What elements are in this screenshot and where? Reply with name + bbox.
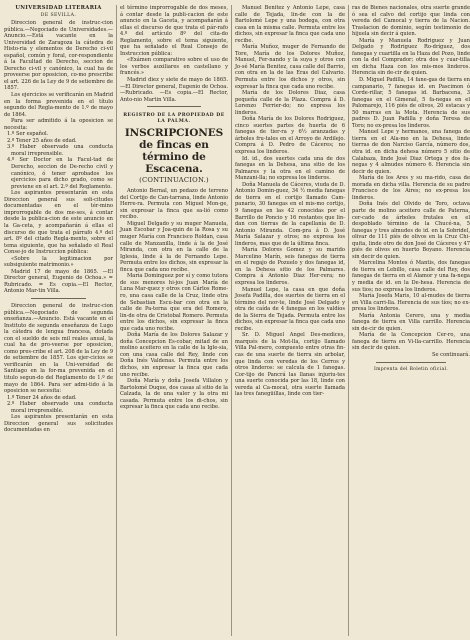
paragraph: María de los Dolores Diaz, casa pequeña calle de la Plaza. Compra á D. Lorenzo Ferrier-do; no expresa los linderos. xyxy=(235,90,345,116)
section-label: REGISTRO DE LA PROPIEDAD DE LA PALMA. xyxy=(123,113,225,125)
paragraph: Doña María y doña Josefa Villalon y Bartolomé Duque, dos casas al sitio de la Calzada, la de una valer y la otra mi casada. Permuta entre los di-chos, sin expresar la finca que cada uno recibe. xyxy=(120,378,228,411)
paragraph: «Sobre la legitimacion por subsiguiente matrimonio.» xyxy=(4,255,113,269)
paragraph: Doña María de los Dolores Salazar y doña Concepcion Es-cobar, mitad de un molino aceitero en la calle de la Igle-sia, con una casa calle del Rey, linde con Doña Inés Valdenas. Permuta entre los dichos, sin expresar la finca que cada uno recibe. xyxy=(120,332,228,378)
continuation-note: Se continuará. xyxy=(431,351,470,358)
paragraph: Id. id., dos suertes cada una de dos fanegas en la Dehesa, una sitio de los Palmares y la otra en el camino de Manzani-lla; no expresa los linderos. xyxy=(235,155,345,182)
paragraph: Miguel Delgado y su muger Manuela, Juan Escobar y Joa-quin de la Rosa y su muger María con Francisco Roldan, casa calle de Manzanilla, linde á la de José Miranda, con otra en la calle de la Iglesia, linde á la de Fernando Lepe. Permuta entre los dichos, sin expresar la finca que cada uno recibe. xyxy=(120,220,228,273)
paragraph: Doña María de los Dolores Rodriguez, cinco suertes partes de huerta de 6 fanegas de tier-ra y 6½ aranzadas y árboles fru-tales en el Arroyo de Ardilejo. Compra á D. Pedro de Cáceres; no expresa los linderos. xyxy=(235,116,345,156)
paragraph: Direccion general de instruc-cion pública.—Negociado de Universidades.—Anuncio.—Está vacante en la Universidad de Zaragoza la cátedra de Histo-ria y elementos de Derecho ci-vil español, común y foral, cor-respondiente á la Facultad de Derecho, seccion de Derecho ci-vil y canónico, la cual ha de proveerse por oposicion, co-mo prescribe el art. 226 de la Ley de 9 de setiembre de 1857. xyxy=(4,20,113,92)
requirement-item: 4.º Ser Doctor en la Facul-tad de Derecho, seccion de De-recho civil y canónico, ó tener aprobados los ejercicios para dicho grado, como se previene en el art. 2.º del Reglamento. xyxy=(7,157,113,190)
paragraph: Los aspirantes presentarán en esta Direccion general sus solicitudes documentadas en xyxy=(4,414,113,434)
continuation-label: (CONTINUACION.) xyxy=(139,176,209,185)
paragraph: Madrid diez y siete de mayo de 1865.—El Director general, Eugenio de Ochoa.—Rubricado. —Es copia.—El Rector, Anto-nio Martin Villa. xyxy=(120,77,228,103)
paragraph: Los aspirantes presentarán en esta Direccion general sus soli-citudes documentadas en el tér-mino improrrogable de dos me-ses, á contar desde la publica-cion de este anuncio en la Ga-ceta, y acompañarán á ellas el discurso de que trata el párrafo 4.º del art. 8º del citado Regla-mento, sobre el tema siguiente, que ha señalado el Real Conse-jo de Instruccion pública: xyxy=(4,190,113,256)
paragraph: Manuel Benitez y Antonio Lepe, casa calle de Tejada, lin-de con la de Bartolomé Lepe y una bodega, con otra casa en la misma calle. Permuta entre los dichos, sin expresar la finca que cada uno recibe. xyxy=(235,5,345,44)
paragraph: Para ser admitido á la oposicion se necesita: xyxy=(4,118,113,131)
paragraph: Madrid 17 de mayo de 1865. —El Director general, Eugenio de Ochoa.» = Rubricado. = Es copia.—El Rector, Antonio Mar-tin Villa. xyxy=(4,268,113,295)
paragraph: Direccion general de instruc-cion pública.—Negociado de segunda enseñanza.—Anuncio. Está vacante en el Instituto de segunda enseñanza de Lugo la cátedra de lengua francesa, dotada con el sueldo de seis mil reales anual, la cual ha de pro-veerse por oposicion, como pres-cribe el art. 208 de la Ley de 9 de setiembre de 1857. Los ejer-cicios se verificarán en la Uni-versidad de Santiago en la for-ma prevenida en el titulo segun-do del Reglamento de 1.º de mayo de 1864. Para ser admi-tido á la oposicion se necesita: xyxy=(4,302,113,395)
paragraph: María Dominguez por sí y como tutora de sus menores hi-jos Juan María de Luna Mar-quez y otros con Cárlos Rome-ro, una casa calle de la Cruz, linde otra de Sebastian Escu-bar con otra en la calle de Pa-terna que era del Romero, lin-de otra de Cristobal Romero. Permuta entre los dichos, sin expresar la finca que cada uno recibe. xyxy=(120,273,228,332)
divider xyxy=(147,106,201,107)
column-2 xyxy=(116,5,228,636)
requirement-item: 2.º Haber observado una conducta moral irreprensible. xyxy=(7,401,113,414)
paragraph: Sr. D. Miguel Angel Des-medices, marqués de la Mot-lla, cortijo llamado Villa Pal-mero, compuesto entre otras fin-cas de una suerte de tierra sin arbolar, que linda con veredas de los Cerros y otros linderos: se calcula de 1 fanegas. Cor-tijo de Pancrá las llanas injuriu-tes una suerte conocida por las 18, linde con vereda al Ca-mocal, otra suerte llamada las tres fanegüillas, linde con tier- xyxy=(235,332,345,398)
paragraph: María Josefa Maris, 10 al-mudes de tierra en Villa carri-lla. Herencia de sus tíos; no ex-presa los linderos. xyxy=(352,293,470,313)
requirement-item: 1.º Tener 24 años de edad. xyxy=(7,394,77,401)
paragraph: Manuel Lepe y hermanos, una fanega de tierra en el Ala-mo en la Dehesa, linde tierras de don Narciso García, número dos, otra id. en dicha dehesa número 5 sitio de Calabaza, linde José Diaz Ortega y dos fa-negas y 4 almudes número 6. Herencia sin decir de quien. xyxy=(352,129,470,175)
imprint-line: Imprenta del Boletin oficial. xyxy=(373,366,449,372)
paragraph: Antonio Bernal, un pedazo de terreno del Cortijo de Can-tarrana, linde Antonio Herre-ra. Permuta con Miguel Mon-ge, sin expresar la finca que sa-lió como recibo. xyxy=(120,188,228,221)
paragraph: Doña Manuela de Cáceres, viuda de D. Antonio Domin-guez, 34 ½ media fanegas de tierra en el cortijo llamado Cam-panario, 30 fanegas en el mis-mo cortijo, 9 fanegas en las 42 conocidas por el Barrillo de Poncio y 16 restantes que lin-dan con tierras de la capellanía de D. Antonio Miranda. Com-pra á D. José María Salazar y otros; no expresa los linderos, mas que de la última finca. xyxy=(235,181,345,247)
requirement-item: 2.º Tener 25 años de edad. xyxy=(7,137,77,144)
column-1 xyxy=(4,5,113,636)
paragraph: María Antonia Cerero, una y media fanega de tierra en Villa carrillo. Herencia sin de-cir de quien. xyxy=(352,312,470,332)
paragraph: D. Miguel Padilla, 14 fane-gas de tierra en campanario, 7 fanegas id. en Pascimon ó Corde-rillar, 5 fanegas id. Barbacena, 3 fanegas en el Gimenal, 5 fa-negas en el Palomarejo, 116 piés de olivos, 20 estacas y 50 marras en la Mota. Herencia de sus padres D. Juan Padilla y doña Teresa de Toro; no ex-presa los linderos. xyxy=(352,77,470,129)
column-3 xyxy=(231,5,345,636)
divider xyxy=(376,362,447,363)
requirement-item: 1.º Ser español. xyxy=(7,131,49,138)
divider xyxy=(31,298,86,299)
paragraph: María Dolores Gomez y su marido Marcelino Marín, seis fanegas de tierra en el regajo de Pozuelo y dos fanegas id, en la Dehesa sitio de los Palmares. Compra á Antonio Diaz Her-rera; no expresa los linderos. xyxy=(235,247,345,286)
column-4 xyxy=(348,5,470,636)
paragraph: Marcelina Montes ó Mantis, dos fanegas de tierra en Lebillo, casa calle del Rey, dos fanegas de tierra en el Alamor y una fa-nega y media de id. en la De-hesa. Herencia de sus tios; no expresa los linderos. xyxy=(352,260,470,293)
paragraph: Los ejercicios se verificarán en Madrid en la forma prevenida en el título segundo del Regla-mento de 1.º de mayo de 1864. xyxy=(4,92,113,118)
paragraph: ras de Bienes nacionales, otra suerte grande ó sea el calvo del cortijo que linda con vereda del Camocal y tierra de la Nacion. Traslacion de dominio, según testimonio de hijuela sin decir á quien. xyxy=(352,5,470,38)
paragraph: el término improrrogable de dos meses, á contar desde la publi-cacion de este anuncio en la Gaceta, y acompañarán á ellas el discurso de que trata el pár-rafo 4.º del artículo 8º del cita-do Reglamento, sobre el tema siguiente, que ha señalado el Real Consejo de Instruccion pública: xyxy=(120,5,228,57)
paragraph: Doña Inés del Olvido de Toro, octava parte de molino aceitero calle de Paterna, cer-cado de árboles frutales en el despoblado término de la Chucé-na, 5 fanegas y tres almudes de id. en la Sobridel, olivar de 111 piés de olivos en la Cruz Chi-quita, linde otro de don José de Cáceres y 47 piés de olivos en huerto Boyano. Herencia sin decir de quien. xyxy=(352,201,470,260)
university-header: UNIVERSIDAD LITERARIA xyxy=(15,5,102,11)
paragraph: «Exámen comparativo sobre el uso de los verbos auxiliares en castellano y francés.» xyxy=(120,57,228,77)
university-subheader: DE SEVILLA. xyxy=(40,12,77,18)
paragraph: María y Manuela Rodriguez y Juan Delgado y Rodriguez Ro-dríguez, dos fanegas y cuartilla en la Haza del Pozo, linde con la del Comprador; otra dos y cuar-tilla en dicha Haza con los mis-mos linderos. Herencia sin de-cir de quien. xyxy=(352,37,470,77)
paragraph: María de los Ares y su ma-rido, casa de morada en dicha villa. Herencia de su padre Francisco de los Aires; no ex-presa los linderos. xyxy=(352,175,470,201)
section-title: INSCRIPCIONES de fincas en término de Escacena. xyxy=(124,127,224,176)
requirement-item: 3.º Haber observado una conducta moral irreprensible. xyxy=(7,144,113,157)
paragraph: María de la Concepcion Cer-ro, una fanega de tierra en Vi-lla-carrillo. Herencia sin decir de quien. xyxy=(352,332,470,352)
paragraph: María Muñoz, muger de Fernando de Tore, María de los Dolores Muñoz, Manuel, Fer-nando y la suya y otros con Jo-sé María Benitez, casa calle del Barrio, con otra en la de las Eras del Calvario. Permuta entre los dichos y otros, sin expresar la finca que cada uno recibe. xyxy=(235,44,345,90)
paragraph: Manuel Lepe, la casa en que doña Josefa Padilla, dos suertes de tierra en el término del nor-te, linde José Delgado y otra de caída de 4 fanegas en los valdíos de la Sierra de Tejada. Permuta entre los dichos, sin expresar la finca que cada uno recibe. xyxy=(235,286,345,332)
